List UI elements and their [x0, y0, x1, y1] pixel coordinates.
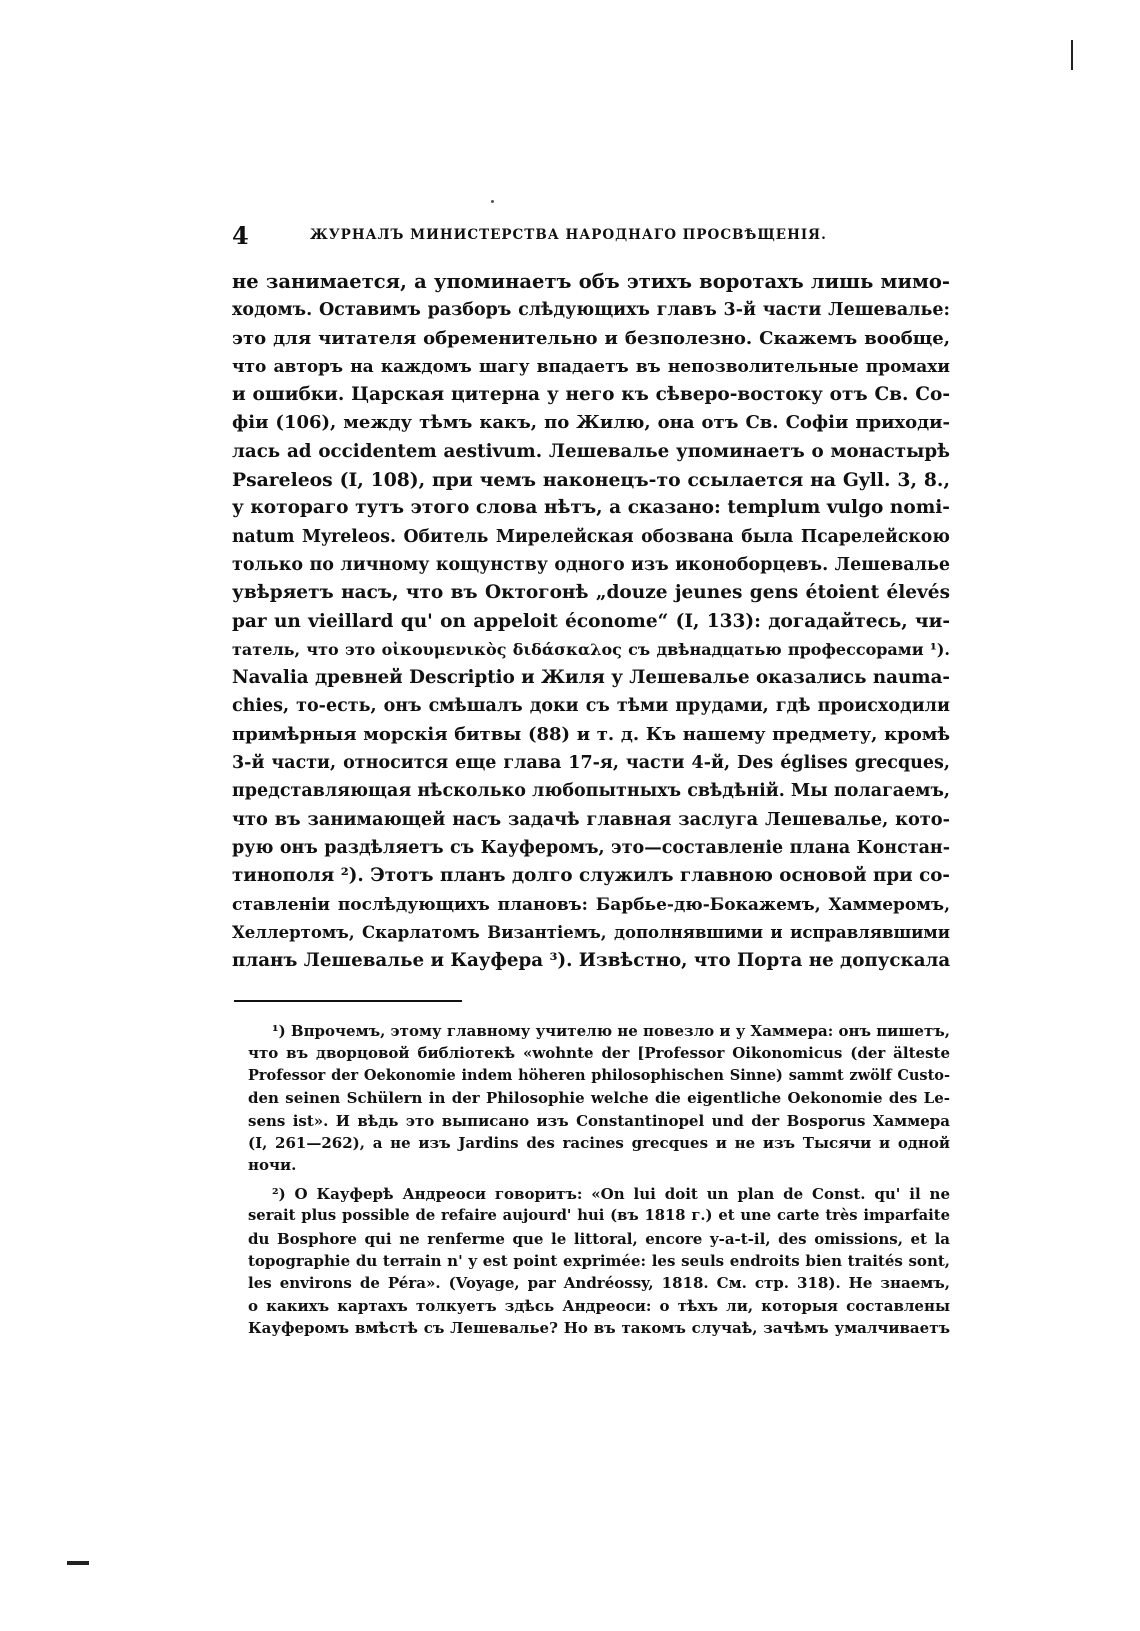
- footnote-line: les environs de Péra». (Voyage, par Andréossy, 1818. См. стр. 318). Не знаемъ,: [248, 1274, 950, 1293]
- text-line: chies, то-есть, онъ смѣшалъ доки съ тѣми прудами, гдѣ происходили: [232, 696, 950, 717]
- text-line: представляющая нѣсколько любопытныхъ свѣдѣній. Мы полагаемъ,: [232, 781, 950, 802]
- text-line: только по личному кощунству одного изъ иконоборцевъ. Лешевалье: [232, 554, 950, 575]
- page-header: [232, 221, 862, 249]
- scan-edge-mark: [67, 1561, 89, 1565]
- text-line: что авторъ на каждомъ шагу впадаетъ въ непозволительные промахи: [232, 356, 950, 377]
- footnote-1: [248, 1020, 950, 1177]
- running-title: ЖУРНАЛЪ МИНИСТЕРСТВА НАРОДНАГО ПРОСВѢЩЕНІЯ.: [310, 227, 827, 243]
- footnote-line: serait plus possible de refaire aujourd' hui (въ 1818 г.) et une carte très imparfaite: [248, 1207, 950, 1225]
- page-number: 4: [232, 221, 249, 250]
- footnote-line: du Bosphore qui ne renferme que le littoral, encore y-a-t-il, des omissions, et la: [248, 1229, 950, 1248]
- text-line: татель, что это οἰκουμενικὸς διδάσκαλος съ двѣнадцатью профессорами ¹).: [232, 639, 950, 659]
- text-line: par un vieillard qu' on appeloit économe“ (I, 133): догадайтесь, чи-: [232, 610, 950, 632]
- footnote-line: Professor der Oekonomie indem höheren philosophischen Sinne) sammt zwölf Custo-: [248, 1066, 950, 1084]
- footnote-line: ночи.: [248, 1156, 297, 1175]
- scan-speck: [491, 200, 494, 203]
- text-line: natum Myreleos. Обитель Мирелейская обозвана была Псарелейскою: [232, 526, 950, 547]
- text-line: рую онъ раздѣляетъ съ Кауферомъ, это—составленіе плана Констан-: [232, 837, 950, 858]
- text-line: у котораго тутъ этого слова нѣтъ, а сказано: templum vulgo nomi-: [232, 497, 950, 519]
- text-line: 3-й части, относится еще глава 17-я, части 4-й, Des églises grecques,: [232, 753, 950, 774]
- text-line: Psareleos (I, 108), при чемъ наконецъ-то ссылается на Gyll. 3, 8.,: [232, 469, 950, 492]
- footnote-2: [248, 1183, 950, 1340]
- text-line: не занимается, а упоминаетъ объ этихъ воротахъ лишь мимо-: [232, 270, 950, 293]
- footnote-line: о какихъ картахъ толкуетъ здѣсь Андреоси: о тѣхъ ли, которыя составлены: [248, 1296, 950, 1315]
- footnote-line: ²) О Кауферѣ Андреоси говоритъ: «On lui doit un plan de Const. qu' il ne: [272, 1184, 950, 1203]
- footnote-line: sens ist». И вѣдь это выписано изъ Constantinopel und der Bosporus Хаммера: [248, 1111, 950, 1130]
- footnote-line: den seinen Schülern in der Philosophie welche die eigentliche Oekonomie des Le-: [248, 1089, 950, 1108]
- footnote-line: что въ дворцовой библіотекѣ «wohnte der [Professor Oikonomicus (der älteste: [248, 1044, 950, 1063]
- text-line: ходомъ. Оставимъ разборъ слѣдующихъ главъ 3-й части Лешевалье:: [232, 300, 950, 321]
- footnote-line: Кауферомъ вмѣстѣ съ Лешевалье? Но въ такомъ случаѣ, зачѣмъ умалчиваетъ: [248, 1319, 950, 1338]
- text-line: примѣрныя морскія битвы (88) и т. д. Къ нашему предмету, кромѣ: [232, 723, 950, 745]
- footnote-line: topographie du terrain n' y est point exprimée: les seuls endroits bien traités sont,: [248, 1251, 950, 1270]
- text-line: фіи (106), между тѣмъ какъ, по Жилю, она отъ Св. Софіи приходи-: [232, 412, 950, 434]
- text-line: Navalia древней Descriptio и Жиля у Лешевалье оказались nauma-: [232, 667, 950, 689]
- scan-edge-mark: [1071, 40, 1073, 70]
- text-line: увѣряетъ насъ, что въ Октогонѣ „douze jeunes gens étoient élevés: [232, 582, 950, 604]
- text-line: планъ Лешевалье и Кауфера ³). Извѣстно, что Порта не допускала: [232, 950, 950, 972]
- text-line: Хеллертомъ, Скарлатомъ Византіемъ, дополнявшими и исправлявшими: [232, 922, 950, 942]
- text-line: это для читателя обременительно и безполезно. Скажемъ вообще,: [232, 327, 950, 349]
- text-line: лась ad occidentem aestivum. Лешевалье упоминаетъ о монастырѣ: [232, 440, 950, 462]
- text-line: что въ занимающей насъ задачѣ главная заслуга Лешевалье, кото-: [232, 808, 950, 830]
- text-line: тинополя ²). Этотъ планъ долго служилъ главною основой при со-: [232, 865, 950, 887]
- text-line: ставленіи послѣдующихъ плановъ: Барбье-дю-Бокажемъ, Хаммеромъ,: [232, 894, 950, 915]
- footnote-line: (I, 261—262), а не изъ Jardins des racines grecques и не изъ Тысячи и одной: [248, 1133, 950, 1152]
- footnotes: [248, 1020, 950, 1345]
- main-text: [232, 268, 950, 975]
- text-line: и ошибки. Царская цитерна у него къ сѣверо-востоку отъ Св. Со-: [232, 384, 950, 406]
- footnote-divider: [234, 1000, 462, 1002]
- footnote-line: ¹) Впрочемъ, этому главному учителю не повезло и у Хаммера: онъ пишетъ,: [272, 1022, 950, 1040]
